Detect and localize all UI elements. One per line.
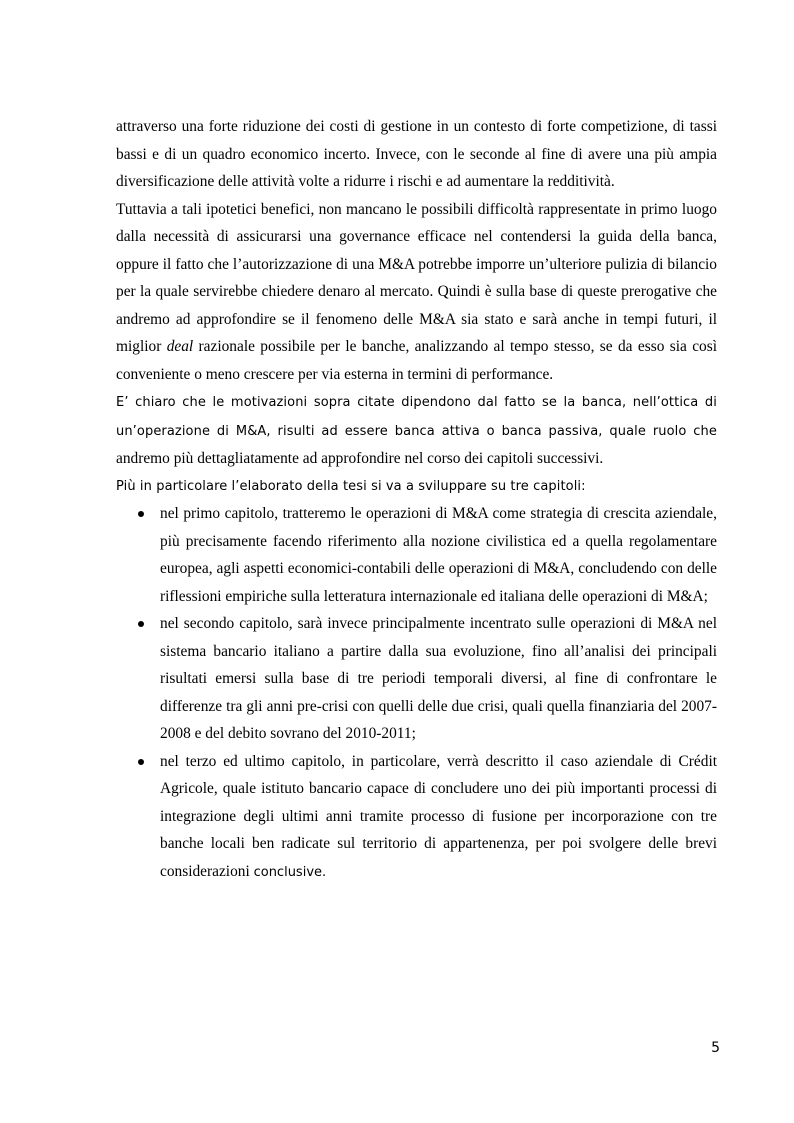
bullet-icon (138, 759, 144, 765)
paragraph-intro: attraverso una forte riduzione dei costi di gestione in un contesto di forte competizione, di tassi bassi e di un quadro economico incerto. Invece, con le seconde al fine di avere una più ampia diversificazione delle attività volte a ridurre i rischi e ad aumentare la redditività. (116, 118, 717, 190)
paragraph-motivations-part1: E’ chiaro che le motivazioni sopra citate dipendono dal fatto se la banca, nell’ottica di un’operazione di M&A, risulti ad essere banca attiva o banca passiva, quale ruolo che (116, 395, 717, 439)
paragraph-motivations-part2: andremo più dettagliatamente ad approfondire nel corso dei capitoli successivi. (116, 450, 604, 467)
bullet-icon (138, 621, 144, 627)
chapter-2-text: nel secondo capitolo, sarà invece principalmente incentrato sulle operazioni di M&A nel sistema bancario italiano a partire dalla sua evoluzione, fino all’analisi dei principali risultati emersi sulla base di tre periodi temporali diversi, al fine di confrontare le differenze tra gli anni pre-crisi con quelli delle due crisi, quali quella finanziaria del 2007-2008 e del debito sovrano del 2010-2011; (160, 615, 717, 742)
body-text (116, 113, 717, 886)
chapter-list (116, 500, 717, 886)
list-item-chapter-1 (116, 500, 717, 610)
deal-emphasis: deal (166, 338, 194, 355)
paragraph-difficulties-part2: razionale possibile per le banche, analizzando al tempo stesso, se da esso sia così conveniente o meno crescere per via esterna in termini di performance. (116, 338, 717, 383)
list-item-chapter-3 (116, 748, 717, 887)
page-number: 5 (711, 1040, 720, 1056)
bullet-icon (138, 511, 144, 517)
chapter-3-text: nel terzo ed ultimo capitolo, in particolare, verrà descritto il caso aziendale di Crédit Agricole, quale istituto bancario capace di concludere uno dei più importanti processi di integrazione degli ultimi anni tramite processo di fusione per incorporazione con tre banche locali ben radicate sul territorio di appartenenza, per poi svolgere delle brevi considerazioni (160, 752, 717, 880)
chapter-1-text: nel primo capitolo, tratteremo le operazioni di M&A come strategia di crescita aziendale, più precisamente facendo riferimento alla nozione civilistica ed a quella regolamentare europea, agli aspetti economici-contabili delle operazioni di M&A, concludendo con delle riflessioni empiriche sulla letteratura internazionale ed italiana delle operazioni di M&A; (160, 505, 717, 605)
paragraph-difficulties (116, 196, 717, 389)
paragraph-motivations (116, 388, 717, 473)
paragraph-chapters-intro: Più in particolare l’elaborato della tesi si va a sviluppare su tre capitoli: (116, 478, 586, 494)
chapter-3-closing: conclusive. (253, 864, 327, 880)
paragraph-difficulties-part1: Tuttavia a tali ipotetici benefici, non mancano le possibili difficoltà rappresentate in primo luogo dalla necessità di assicurarsi una governance efficace nel contendersi la guida della banca, oppure il fatto che l’autorizzazione di una M&A potrebbe imporre un’ulteriore pulizia di bilancio per la quale servirebbe chiedere denaro al mercato. Quindi è sulla base di queste prerogative che andremo ad approfondire se il fenomeno delle M&A sia stato e sarà anche in tempi futuri, il miglior (116, 200, 717, 355)
list-item-chapter-2 (116, 610, 717, 748)
